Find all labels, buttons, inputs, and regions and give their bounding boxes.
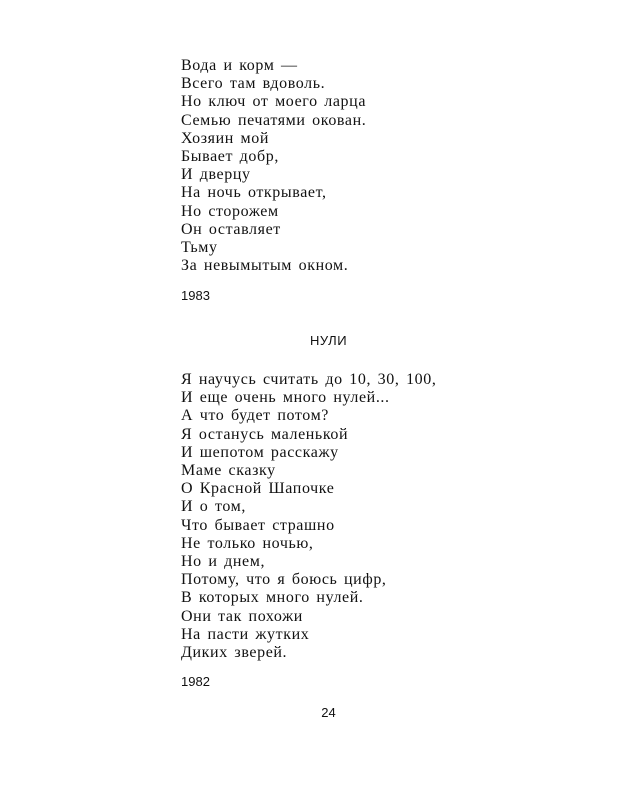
poem-2-year: 1982 [181,674,210,689]
poem-line: Но ключ от моего ларца [181,93,367,111]
poem-line: О Красной Шапочке [181,480,335,498]
poem-line: За невымытым окном. [181,257,349,275]
poem-line: Я научусь считать до 10, 30, 100, [181,371,437,388]
poem-1-text [181,57,366,275]
poem-line: Бывает добр, [181,148,279,166]
poem-line: В которых много нулей. [181,589,364,607]
poem-line: Я останусь маленькой [181,425,349,443]
poem-line: Хозяин мой [181,129,270,147]
poem-line: Они так похожи [181,607,303,625]
poem-line: На пасти жутких [181,625,310,643]
page-number: 24 [321,705,336,720]
poem-2-title: НУЛИ [309,333,348,348]
poem-line: Но сторожем [181,202,279,220]
poem-line: Но и днем, [181,553,266,571]
poem-line: И еще очень много нулей... [181,389,390,407]
poem-line: Семью печатями окован. [181,111,367,129]
poem-line: А что будет потом? [181,407,329,425]
poem-line: Тьму [181,239,218,257]
poem-line: Всего там вдоволь. [181,75,326,93]
poem-2-text [181,371,436,662]
poem-line: И шепотом расскажу [181,443,339,461]
poem-line: Он оставляет [181,220,281,238]
poem-line: Что бывает страшно [181,516,335,534]
poem-1-year: 1983 [181,288,210,303]
poem-line: Потому, что я боюсь цифр, [181,571,387,589]
poem-line: Диких зверей. [181,644,288,662]
poem-line: Маме сказку [181,462,276,480]
poem-line: Вода и корм — [181,57,298,74]
poem-line: И о том, [181,498,246,516]
poem-line: И дверцу [181,166,251,184]
poem-line: Не только ночью, [181,534,314,552]
poem-line: На ночь открывает, [181,184,327,202]
